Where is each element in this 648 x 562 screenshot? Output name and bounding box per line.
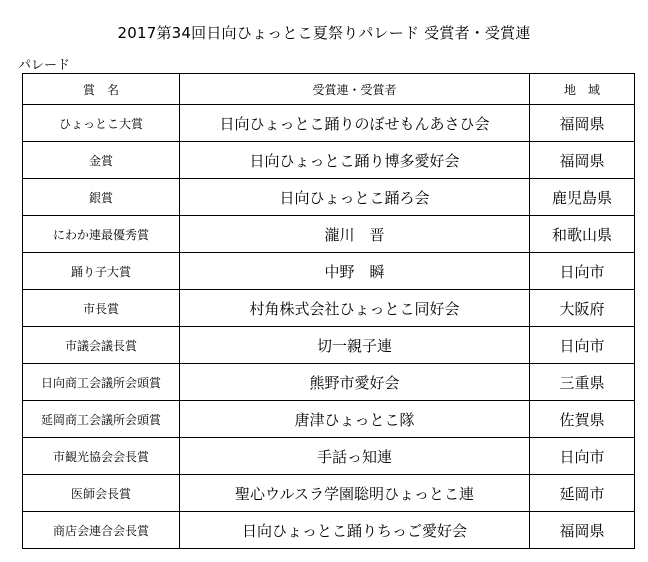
- award-name: 踊り子大賞: [23, 253, 180, 290]
- table-row: [23, 475, 635, 512]
- region-name: 福岡県: [530, 105, 635, 142]
- table-row: [23, 179, 635, 216]
- region-name: 福岡県: [530, 512, 635, 549]
- recipient-name: 日向ひょっとこ踊ろ会: [180, 179, 530, 216]
- award-name: 銀賞: [23, 179, 180, 216]
- award-name: 市観光協会会長賞: [23, 438, 180, 475]
- recipient-name: 村角株式会社ひょっとこ同好会: [180, 290, 530, 327]
- table-row: [23, 327, 635, 364]
- award-name: 延岡商工会議所会頭賞: [23, 401, 180, 438]
- recipient-name: 聖心ウルスラ学園聡明ひょっとこ連: [180, 475, 530, 512]
- region-name: 佐賀県: [530, 401, 635, 438]
- table-header-row: [23, 74, 635, 105]
- region-name: 日向市: [530, 438, 635, 475]
- region-name: 延岡市: [530, 475, 635, 512]
- table-row: [23, 364, 635, 401]
- region-name: 日向市: [530, 253, 635, 290]
- table-row: [23, 105, 635, 142]
- recipient-name: 切一親子連: [180, 327, 530, 364]
- table-row: [23, 290, 635, 327]
- table-row: [23, 216, 635, 253]
- award-name: 市長賞: [23, 290, 180, 327]
- header-award: 賞 名: [23, 74, 180, 105]
- recipient-name: 日向ひょっとこ踊り博多愛好会: [180, 142, 530, 179]
- recipient-name: 日向ひょっとこ踊りのぼせもんあさひ会: [180, 105, 530, 142]
- section-label: パレード: [18, 58, 71, 73]
- page-title: 2017第34回日向ひょっとこ夏祭りパレード 受賞者・受賞連: [117, 24, 531, 42]
- recipient-name: 唐津ひょっとこ隊: [180, 401, 530, 438]
- award-name: 商店会連合会長賞: [23, 512, 180, 549]
- award-name: 市議会議長賞: [23, 327, 180, 364]
- table-row: [23, 401, 635, 438]
- award-name: にわか連最優秀賞: [23, 216, 180, 253]
- table-row: [23, 253, 635, 290]
- table-row: [23, 438, 635, 475]
- region-name: 三重県: [530, 364, 635, 401]
- recipient-name: 熊野市愛好会: [180, 364, 530, 401]
- table-row: [23, 512, 635, 549]
- region-name: 日向市: [530, 327, 635, 364]
- award-name: 金賞: [23, 142, 180, 179]
- recipient-name: 手話っ知連: [180, 438, 530, 475]
- award-name: 医師会長賞: [23, 475, 180, 512]
- award-name: 日向商工会議所会頭賞: [23, 364, 180, 401]
- recipient-name: 瀧川 晋: [180, 216, 530, 253]
- awards-table: [22, 73, 635, 549]
- header-recipient: 受賞連・受賞者: [180, 74, 530, 105]
- header-region: 地 域: [530, 74, 635, 105]
- region-name: 福岡県: [530, 142, 635, 179]
- table-row: [23, 142, 635, 179]
- recipient-name: 中野 瞬: [180, 253, 530, 290]
- region-name: 鹿児島県: [530, 179, 635, 216]
- region-name: 大阪府: [530, 290, 635, 327]
- region-name: 和歌山県: [530, 216, 635, 253]
- award-name: ひょっとこ大賞: [23, 105, 180, 142]
- recipient-name: 日向ひょっとこ踊りちっご愛好会: [180, 512, 530, 549]
